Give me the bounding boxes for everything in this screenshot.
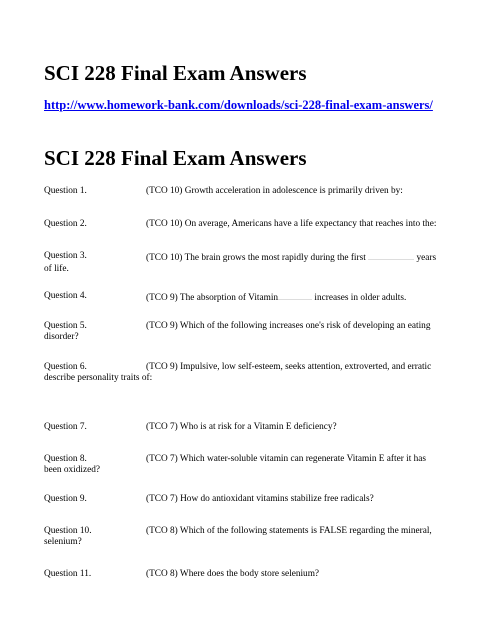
download-link[interactable]: http://www.homework-bank.com/downloads/sci-228-final-exam-answers/: [44, 98, 433, 112]
question-number: Question 1.: [44, 186, 87, 196]
question-8: [44, 454, 444, 476]
question-number: Question 10.: [44, 526, 92, 536]
question-9: [44, 494, 444, 505]
question-text: (TCO 7) How do antioxidant vitamins stabilize free radicals?: [146, 494, 374, 504]
question-4: [44, 291, 444, 304]
question-11: [44, 569, 444, 580]
question-number: Question 11.: [44, 569, 92, 579]
question-text: (TCO 7) Who is at risk for a Vitamin E deficiency?: [146, 422, 337, 432]
question-6: [44, 362, 444, 384]
question-text-after: increases in older adults.: [314, 293, 407, 303]
question-text: (TCO 9) Which of the following increases one's risk of developing an eating disorder?: [44, 321, 431, 342]
question-number: Question 4.: [44, 291, 87, 301]
question-number: Question 7.: [44, 422, 87, 432]
document-heading: SCI 228 Final Exam Answers: [44, 146, 307, 170]
question-number: Question 5.: [44, 321, 87, 331]
question-number: Question 9.: [44, 494, 87, 504]
question-text: (TCO 10) Growth acceleration in adolescence is primarily driven by:: [146, 186, 403, 196]
document-title: SCI 228 Final Exam Answers: [44, 61, 307, 85]
question-text: (TCO 8) Where does the body store selenium?: [146, 569, 320, 579]
question-3: [44, 251, 444, 275]
question-text: (TCO 9) The absorption of Vitamin: [146, 293, 279, 303]
question-text: (TCO 7) Which water-soluble vitamin can regenerate Vitamin E after it has been oxidized?: [44, 454, 427, 475]
answer-blank: [368, 251, 414, 260]
question-5: [44, 321, 444, 343]
question-number: Question 2.: [44, 219, 87, 229]
question-2: [44, 219, 444, 230]
question-text: (TCO 8) Which of the following statements is FALSE regarding the mineral, selenium?: [44, 526, 432, 547]
question-text: (TCO 10) On average, Americans have a life expectancy that reaches into the:: [146, 219, 437, 229]
question-number: Question 8.: [44, 454, 87, 464]
question-text-after: years of life.: [44, 253, 437, 274]
answer-blank: [278, 291, 312, 300]
question-text: (TCO 10) The brain grows the most rapidly during the first: [146, 253, 366, 263]
question-10: [44, 526, 444, 548]
question-number: Question 6.: [44, 362, 87, 372]
question-number: Question 3.: [44, 251, 87, 261]
question-1: [44, 186, 444, 197]
question-7: [44, 422, 444, 433]
question-text: (TCO 9) Impulsive, low self-esteem, seeks attention, extroverted, and erratic describe personality traits of:: [44, 362, 432, 383]
